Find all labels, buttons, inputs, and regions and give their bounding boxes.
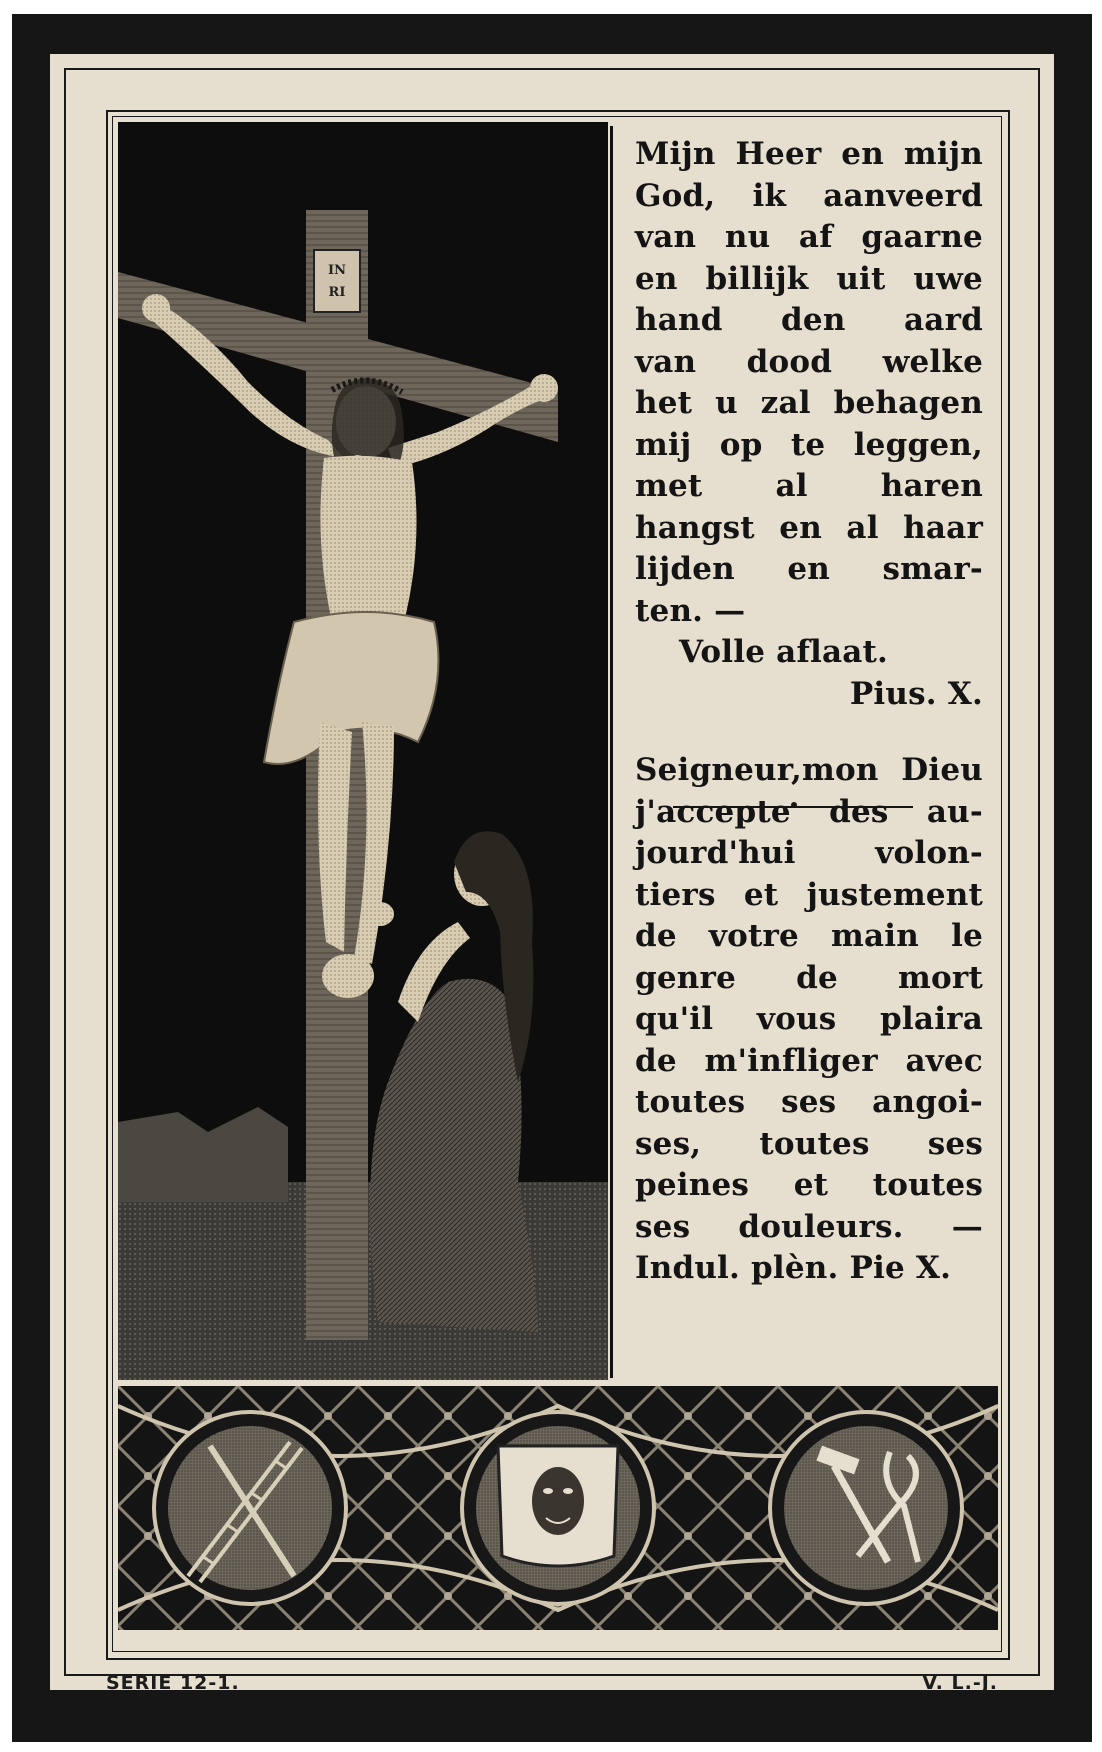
french-indulgence: Indul. plèn. Pie X. (635, 1250, 952, 1286)
prayer-line: de m'infliger avec (635, 1042, 983, 1079)
medallion-right (770, 1412, 962, 1604)
prayer-line: j'accepte des au- (635, 793, 983, 830)
publisher-mark: V. L.-J. (922, 1672, 998, 1694)
prayer-line: lijden en smar- (635, 551, 983, 587)
prayer-line: en billijk uit uwe (635, 260, 983, 297)
prayer-line: met al haren (635, 468, 983, 504)
prayer-line: van dood welke (635, 343, 983, 380)
left-hand (142, 294, 170, 322)
dutch-pope-attribution: Pius. X. (849, 675, 983, 712)
prayer-line: hand den aard (635, 302, 983, 338)
dutch-prayer (635, 134, 983, 715)
prayer-line: God, ik aanveerd (635, 177, 983, 214)
veil-of-veronica-icon (498, 1446, 618, 1566)
clasped-hands (366, 902, 394, 926)
right-hand (530, 374, 558, 402)
ornamental-band-svg (118, 1386, 998, 1630)
prayer-line: ten. — (635, 592, 746, 629)
dutch-indulgence: Volle aflaat. (679, 634, 889, 670)
ornamental-band (118, 1386, 998, 1630)
torso (320, 456, 416, 632)
crucifixion-illustration (118, 122, 608, 1380)
inri-plaque (314, 250, 360, 312)
prayer-line: qu'il vous plaira (635, 1001, 983, 1037)
prayer-line: van nu af gaarne (635, 219, 983, 255)
medallion-center (462, 1412, 654, 1604)
prayer-line: mij op te leggen, (635, 426, 983, 463)
prayer-line: het u zal behagen (635, 385, 983, 421)
prayer-line: peines et toutes (635, 1167, 983, 1203)
crucifixion-scene-svg (118, 122, 608, 1380)
prayer-line: tiers et justement (635, 876, 983, 913)
prayer-line: de votre main le (635, 918, 983, 954)
card-paper (50, 54, 1054, 1694)
series-label: SERIE 12-1. (106, 1672, 240, 1694)
prayer-line: hangst en al haar (635, 509, 983, 546)
french-prayer (635, 750, 983, 1290)
medallion-left (154, 1412, 346, 1604)
feet (322, 954, 374, 998)
prayer-line: ses, toutes ses (635, 1125, 983, 1162)
inri-text: IN (328, 263, 346, 278)
prayer-line: ses douleurs. — (635, 1208, 983, 1245)
prayer-line: Mijn Heer en mijn (635, 136, 983, 172)
prayer-line: Seigneur,mon Dieu (635, 752, 983, 788)
memorial-card (12, 14, 1092, 1742)
prayer-line: genre de mort (635, 959, 983, 996)
prayer-text-column (610, 126, 1001, 1378)
prayer-line: toutes ses angoi- (635, 1084, 983, 1120)
prayer-line: jourd'hui volon- (635, 835, 983, 871)
svg-text:RI: RI (328, 285, 346, 300)
